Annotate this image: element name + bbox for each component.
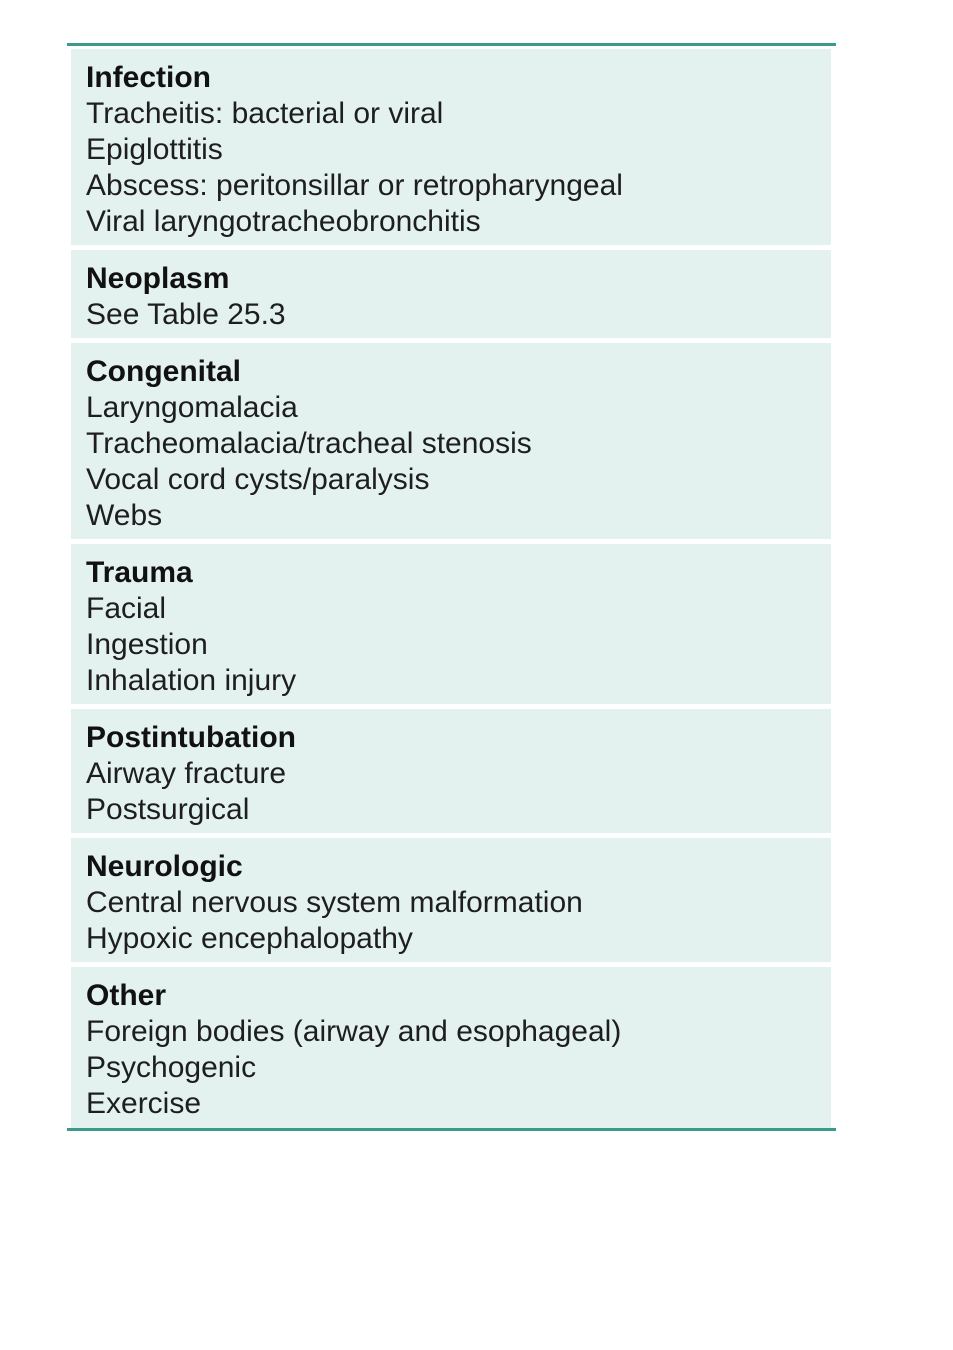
section-item: Tracheitis: bacterial or viral	[86, 97, 444, 130]
section-item: Hypoxic encephalopathy	[86, 922, 413, 955]
section-neoplasm	[71, 250, 831, 343]
section-congenital	[71, 343, 831, 544]
section-item: Foreign bodies (airway and esophageal)	[86, 1015, 622, 1048]
section-title: Trauma	[86, 556, 193, 589]
section-other	[71, 967, 831, 1128]
section-item: Exercise	[86, 1087, 202, 1120]
section-item: Central nervous system malformation	[86, 886, 583, 919]
section-neurologic	[71, 838, 831, 967]
section-title: Neoplasm	[86, 262, 230, 295]
section-title: Congenital	[86, 355, 241, 388]
section-item: Postsurgical	[86, 793, 250, 826]
section-item: Vocal cord cysts/paralysis	[86, 463, 430, 496]
section-item: Tracheomalacia/tracheal stenosis	[86, 427, 532, 460]
section-item: Airway fracture	[86, 757, 287, 790]
section-item: Abscess: peritonsillar or retropharyngeal	[86, 169, 623, 202]
section-item: Psychogenic	[86, 1051, 257, 1084]
section-item: Webs	[86, 499, 163, 532]
section-title: Other	[86, 979, 167, 1012]
section-title: Infection	[86, 61, 211, 94]
section-title: Postintubation	[86, 721, 296, 754]
section-title: Neurologic	[86, 850, 243, 883]
section-infection	[71, 49, 831, 250]
section-item: Facial	[86, 592, 167, 625]
section-item: Inhalation injury	[86, 664, 297, 697]
section-postintubation	[71, 709, 831, 838]
section-trauma	[71, 544, 831, 709]
section-item: Ingestion	[86, 628, 208, 661]
section-item: Laryngomalacia	[86, 391, 298, 424]
section-item: See Table 25.3	[86, 298, 286, 331]
section-item: Viral laryngotracheobronchitis	[86, 205, 481, 238]
section-item: Epiglottitis	[86, 133, 223, 166]
cause-table	[67, 43, 836, 1131]
